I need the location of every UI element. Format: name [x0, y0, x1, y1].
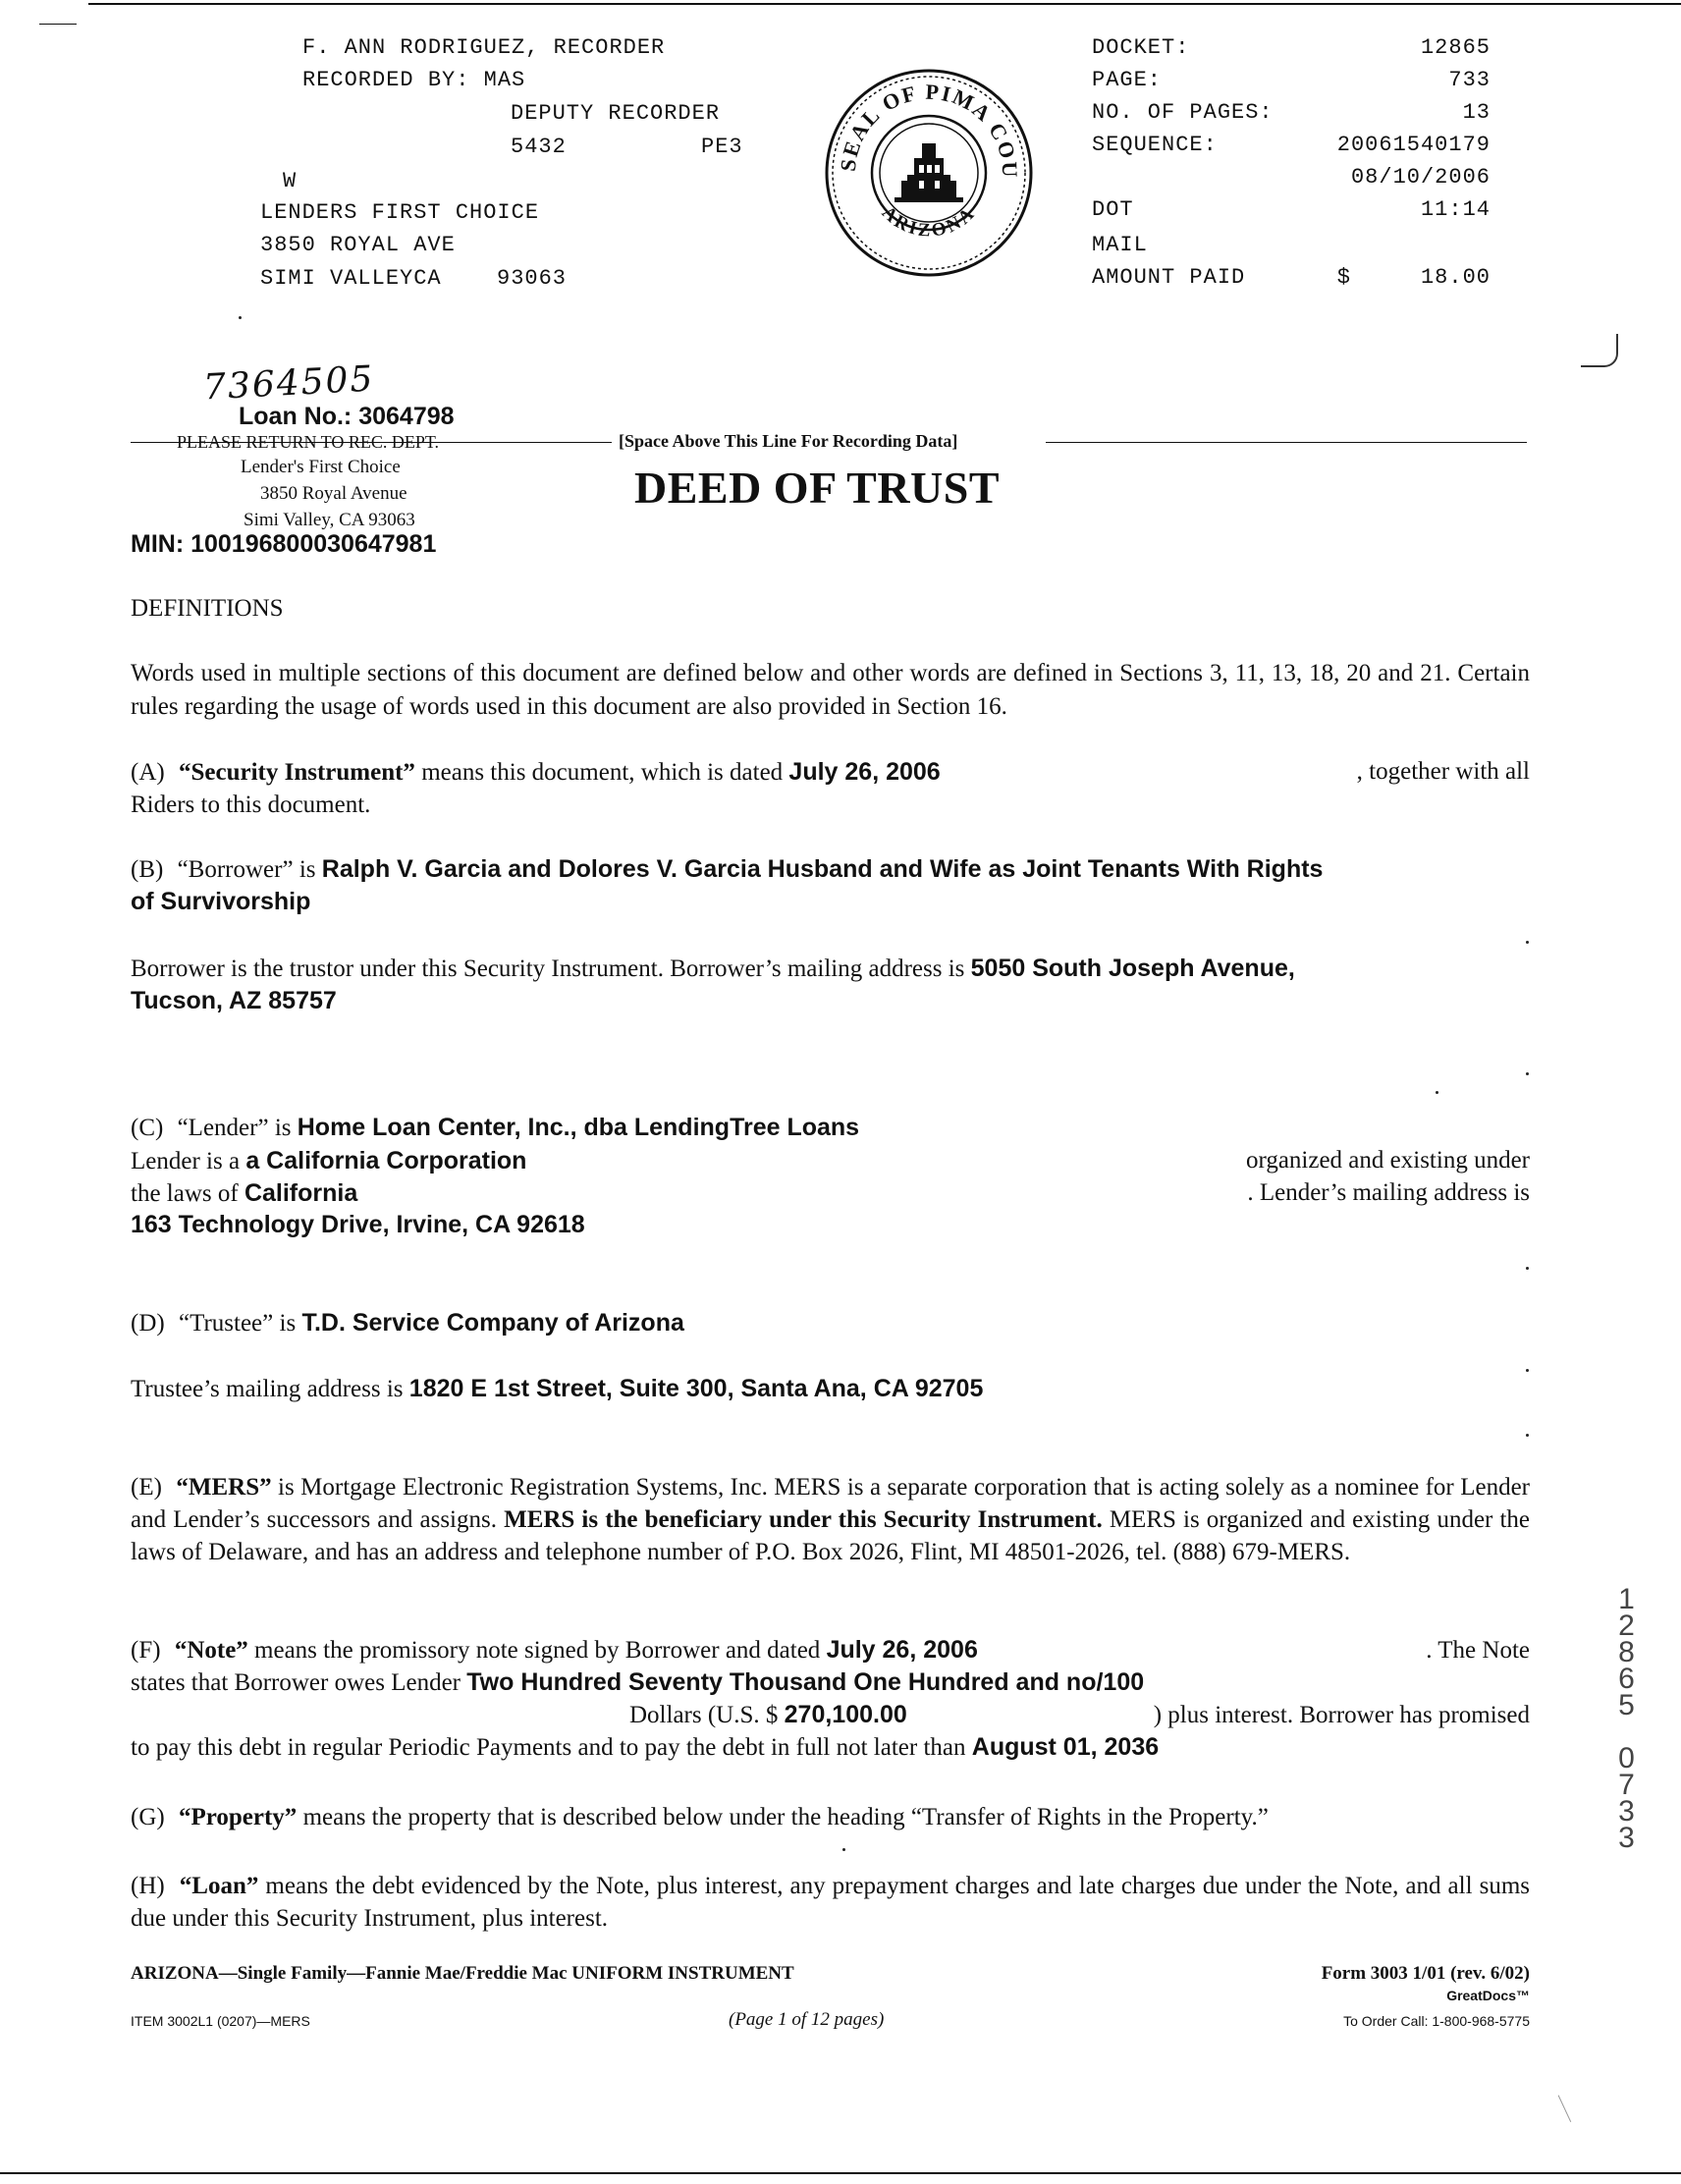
recorder-code-right: PE3 [701, 135, 743, 159]
corner-bracket [1581, 334, 1618, 367]
section-b-term: “Borrower” [177, 856, 294, 883]
trustee-address: 1820 E 1st Street, Suite 300, Santa Ana, CA 92705 [408, 1375, 984, 1402]
recording-row [1092, 165, 1491, 197]
top-border [88, 3, 1681, 5]
seal-top-text: SEAL OF PIMA COU [835, 79, 1023, 180]
recording-row [1092, 100, 1491, 133]
section-c-is: is [268, 1115, 298, 1141]
section-f-the-note: . The Note [1426, 1637, 1530, 1664]
section-f-dollars [629, 1699, 907, 1731]
section-e [131, 1471, 1530, 1568]
recording-value: 733 [1448, 68, 1491, 92]
section-a-tail: , together with all [1356, 758, 1530, 785]
section-e-label: (E) [131, 1474, 162, 1501]
section-d-is: is [273, 1310, 302, 1337]
section-g [131, 1801, 1530, 1834]
recording-value: 08/10/2006 [1350, 165, 1491, 190]
section-h-term: “Loan” [179, 1873, 259, 1899]
section-f-text6: to pay this debt in regular Periodic Payments and to pay the debt in full not later than [131, 1734, 972, 1761]
borrower-address-line2: Tucson, AZ 85757 [131, 987, 337, 1014]
recording-label: SEQUENCE: [1092, 133, 1218, 157]
section-g-text: means the property that is described below under the heading “Transfer of Rights in the Property.” [297, 1804, 1269, 1830]
recording-row [1092, 197, 1491, 233]
section-e-text2: MERS is organized and existing under the laws of Delaware, and has an address and telephone number of P.O. Box 2026, Flint, MI 48501-2026, tel. (888) 679-MERS. [131, 1506, 1531, 1565]
scan-dot [842, 1848, 845, 1851]
w-mark: W [283, 169, 298, 193]
section-f-term: “Note” [174, 1637, 248, 1664]
note-amount: 270,100.00 [784, 1701, 907, 1728]
scan-dot [1526, 1267, 1529, 1270]
space-above-rule-right [1046, 442, 1527, 443]
seal-bottom-text: ARIZONA [877, 201, 981, 242]
section-b [131, 853, 1530, 1017]
return-city: SIMI VALLEYCA [260, 266, 442, 291]
section-h-label: (H) [131, 1873, 165, 1899]
maturity-date: August 01, 2036 [971, 1733, 1160, 1761]
recording-label: MAIL [1092, 233, 1148, 257]
margin-docket-number [1611, 1583, 1651, 1848]
trustee-address-text: Trustee’s mailing address is [131, 1376, 409, 1402]
recording-label: AMOUNT PAID [1092, 265, 1246, 290]
section-c-label: (C) [131, 1115, 164, 1141]
recording-row [1092, 68, 1491, 100]
scan-dot [1526, 1072, 1529, 1075]
footer-instrument: ARIZONA—Single Family—Fannie Mae/Freddie Mac UNIFORM INSTRUMENT [131, 1963, 794, 1984]
section-h [131, 1870, 1530, 1935]
lender-corp-type: a California Corporation [245, 1147, 527, 1174]
min-number: MIN: 100196800030647981 [131, 530, 437, 558]
recording-label: NO. OF PAGES: [1092, 100, 1274, 125]
return-to-line: PLEASE RETURN TO REC. DEPT. [177, 432, 440, 452]
section-b-label: (B) [131, 856, 164, 883]
return-to-city: Simi Valley, CA 93063 [244, 510, 415, 530]
margin-docket-text: 12865 0733 [1610, 1583, 1643, 1848]
section-d-term: “Trustee” [178, 1310, 274, 1337]
recorder-name: F. ANN RODRIGUEZ, RECORDER [302, 35, 666, 60]
lender-name: Home Loan Center, Inc., dba LendingTree Loans [297, 1114, 860, 1141]
svg-text:ARIZONA [878, 202, 980, 242]
section-f-text5: ) plus interest. Borrower has promised [1153, 1702, 1530, 1728]
recording-row [1092, 35, 1491, 68]
note-amount-words: Two Hundred Seventy Thousand One Hundred and no/100 [466, 1668, 1145, 1696]
section-g-label: (G) [131, 1804, 165, 1830]
section-f [131, 1634, 1530, 1764]
loan-number: Loan No.: 3064798 [239, 403, 455, 430]
lender-mailing-label: . Lender’s mailing address is [1247, 1179, 1530, 1206]
return-street: 3850 ROYAL AVE [260, 233, 456, 257]
pima-county-seal [821, 65, 1037, 281]
seal-icon [821, 65, 1037, 281]
section-a-text: means this document, which is dated [414, 759, 789, 786]
space-above-label: [Space Above This Line For Recording Data] [619, 431, 958, 451]
section-a-riders: Riders to this document. [131, 792, 371, 818]
recording-value: 20061540179 [1336, 133, 1491, 157]
scan-dot [1526, 1434, 1529, 1437]
lender-is-a: Lender is a [131, 1148, 246, 1174]
section-f-label: (F) [131, 1637, 161, 1664]
borrower-name-line1: Ralph V. Garcia and Dolores V. Garcia Husband and Wife as Joint Tenants With Rights [321, 855, 1324, 883]
space-above-rule-left [131, 442, 612, 443]
section-f-text1: means the promissory note signed by Borrower and dated [247, 1637, 827, 1664]
recording-value: $ 18.00 [1336, 265, 1491, 290]
section-a-term: “Security Instrument” [178, 759, 415, 786]
return-to-name: Lender's First Choice [241, 457, 401, 477]
recording-value: 13 [1462, 100, 1491, 125]
section-g-term: “Property” [178, 1804, 298, 1830]
note-date: July 26, 2006 [826, 1636, 978, 1664]
corner-mark [39, 24, 77, 25]
lender-state: California [244, 1179, 358, 1207]
borrower-address-text: Borrower is the trustor under this Security Instrument. Borrower’s mailing address is [131, 956, 971, 982]
recording-row [1092, 265, 1491, 298]
definitions-heading: DEFINITIONS [131, 595, 284, 622]
recording-label: PAGE: [1092, 68, 1163, 92]
return-zip: 93063 [497, 266, 568, 291]
footer-page: (Page 1 of 12 pages) [729, 2009, 885, 2030]
section-d-label: (D) [131, 1310, 165, 1337]
section-e-term: “MERS” [176, 1474, 272, 1501]
return-name: LENDERS FIRST CHOICE [260, 200, 540, 225]
recording-row [1092, 133, 1491, 165]
scan-dot [239, 316, 242, 319]
handwritten-number: 7364505 [202, 358, 376, 409]
section-b-is: is [293, 856, 322, 883]
footer-order: To Order Call: 1-800-968-5775 [1343, 2013, 1530, 2029]
intro-text: Words used in multiple sections of this document are defined below and other words are defined in Sections 3, 11, 13, 18, 20 and 21. Certain rules regarding the usage of words used in this document are also provided in Section 16. [131, 660, 1530, 720]
bottom-border [0, 2172, 1681, 2174]
section-f-text3: states that Borrower owes Lender [131, 1669, 467, 1696]
recording-value: 12865 [1420, 35, 1491, 60]
recording-label: DOT [1092, 197, 1134, 222]
borrower-name-line2: of Survivorship [131, 888, 311, 915]
scan-dot [1436, 1091, 1438, 1094]
section-e-beneficiary: MERS is the beneficiary under this Security Instrument. [504, 1506, 1103, 1533]
section-a [131, 755, 1530, 822]
definitions-intro [131, 657, 1530, 724]
recording-value: 11:14 [1420, 197, 1491, 222]
footer-form: Form 3003 1/01 (rev. 6/02) [1321, 1963, 1530, 1984]
section-a-label: (A) [131, 759, 165, 786]
section-f-text4: Dollars (U.S. $ [629, 1702, 785, 1728]
scan-dot [1526, 941, 1529, 944]
scan-scribble [1558, 2087, 1590, 2122]
section-c-term: “Lender” [177, 1115, 269, 1141]
section-e-text1: is Mortgage Electronic Registration Systems, Inc. MERS is a separate corporation that is acting solely as a nominee for Lender and Lender’s successors and assigns. [131, 1474, 1530, 1533]
footer-item: ITEM 3002L1 (0207)—MERS [131, 2013, 310, 2029]
lender-address: 163 Technology Drive, Irvine, CA 92618 [131, 1211, 585, 1238]
lender-organized: organized and existing under [1245, 1147, 1530, 1174]
recorder-code-left: 5432 [511, 135, 567, 159]
section-d [131, 1306, 1530, 1406]
recording-label: DOCKET: [1092, 35, 1190, 60]
trustee-name: T.D. Service Company of Arizona [301, 1309, 684, 1337]
return-to-street: 3850 Royal Avenue [260, 483, 407, 504]
recorded-by: RECORDED BY: MAS [302, 68, 526, 92]
footer-greatdocs: GreatDocs™ [1446, 1988, 1530, 2003]
section-a-date: July 26, 2006 [788, 758, 941, 786]
recording-row [1092, 233, 1491, 265]
deputy-recorder: DEPUTY RECORDER [511, 101, 721, 126]
section-c [131, 1112, 1530, 1241]
lender-laws-of: the laws of [131, 1180, 244, 1207]
section-h-text: means the debt evidenced by the Note, plus interest, any prepayment charges and late charges due under the Note, and all sums due under this Security Instrument, plus interest. [131, 1873, 1530, 1932]
borrower-address-line1: 5050 South Joseph Avenue, [970, 955, 1295, 982]
document-title: DEED OF TRUST [634, 463, 1001, 513]
scan-dot [1526, 1369, 1529, 1372]
recording-data-block [1092, 35, 1491, 298]
